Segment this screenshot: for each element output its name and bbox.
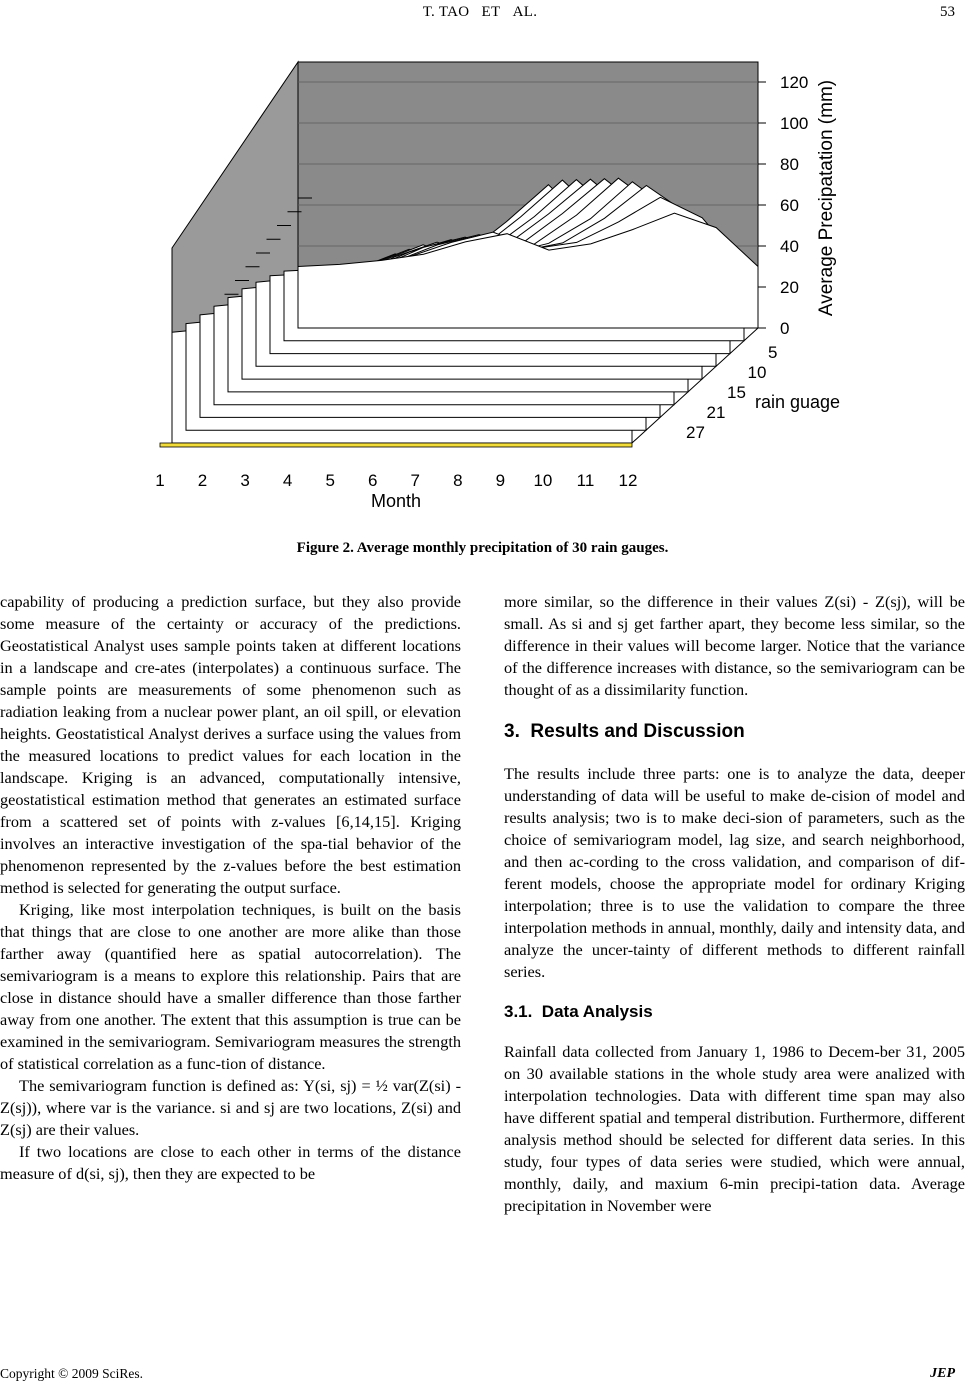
- paragraph: capability of producing a prediction surface, but they also provide some measure of the certainty or accuracy of the predictions. Geostatistical Analyst uses sample points taken at different locations in a landscape and cre-ates (interpolates) a continuous surface. The sample points are measurements of some phenomenon such as radiation leaking from a nuclear power plant, an oil spill, or elevation heights. Geostatistical Analyst derives a surface using the values from the measured locations to predict values for each location in the landscape. Kriging is an advanced, computationally intensive, geostatistical estimation method that generates an estimated surface from a scattered set of points with z-values [6,14,15]. Kriging involves an interactive investigation of the spa-tial behavior of the phenomenon represented by the z-values before the best estimation method is selected for generating the output surface.: [0, 592, 461, 897]
- paragraph: If two locations are close to each other in terms of the distance measure of d(si, sj), then they are expected to be: [0, 1142, 461, 1183]
- z-axis-title: Average Precipatation (mm): [816, 79, 837, 317]
- z-tick-label: 80: [780, 155, 799, 174]
- month-tick-label: 7: [410, 471, 421, 490]
- month-tick-labels: [155, 471, 637, 490]
- paragraph: Kriging, like most interpolation techniques, is built on the basis that things that are close to one another are more alike than those farther away (quantified here as spatial autocorrelation). The semivariogram is a means to explore this relationship. Pairs that are close in distance should have a smaller difference than those farther away from one another. The extent that this assumption is true can be examined in the semivariogram. Semivariogram measures the strength of statistical correlation as a func-tion of distance.: [0, 900, 461, 1073]
- month-tick-label: 12: [618, 471, 638, 490]
- month-tick-label: 9: [495, 471, 506, 490]
- month-tick-label: 6: [367, 471, 378, 490]
- left-column: [0, 591, 461, 1185]
- month-tick-label: 1: [155, 471, 165, 490]
- gauge-tick-label: 5: [768, 343, 778, 362]
- gauge-tick-label: 27: [686, 423, 705, 442]
- paragraph: The semivariogram function is defined as: Y(si, sj) = ½ var(Z(si) - Z(sj)), where var is the variance. si and sj are two locations, Z(si) and Z(sj) are their values.: [0, 1076, 461, 1139]
- month-tick-label: 8: [453, 471, 463, 490]
- right-column: [504, 591, 965, 1217]
- z-tick-label: 40: [780, 237, 799, 256]
- gauge-tick-label: 10: [747, 363, 767, 382]
- z-tick-label: 60: [780, 196, 799, 215]
- z-tick-label: 0: [780, 319, 790, 338]
- figure-caption: Figure 2. Average monthly precipitation of 30 rain gauges.: [296, 540, 669, 556]
- x-axis-title: Month: [370, 491, 422, 511]
- figure-precipitation-3d: [140, 40, 860, 530]
- chart-svg: [140, 40, 860, 530]
- journal-abbrev: JEP: [930, 1366, 955, 1381]
- month-tick-label: 10: [533, 471, 553, 490]
- paragraph: more similar, so the difference in their values Z(si) - Z(sj), will be small. As si and sj get farther apart, they become less similar, so the difference in their values will become larger. Notice that the variance of the difference increases with distance, so the semivariogram can be thought of as a dissimilarity function.: [504, 592, 965, 699]
- section-heading: 3. Results and Discussion: [504, 721, 745, 742]
- month-tick-label: 4: [282, 471, 293, 490]
- precip-tick-labels: [758, 73, 808, 338]
- month-tick-label: 5: [325, 471, 335, 490]
- z-tick-label: 20: [780, 278, 799, 297]
- paragraph: Rainfall data collected from January 1, 1986 to Decem-ber 31, 2005 on 30 available stations in the whole study area were analized with interpolation technologies. Data with different time span may also have different spatial and temperal distribution. Furthermore, different analysis method should be selected for different data series. In this study, four types of data series were studied, which were annual, monthly, daily, and maxium 6-min precipi-tation data. Average precipitation in November were: [504, 1042, 965, 1215]
- gauge-tick-label: 15: [727, 383, 746, 402]
- subsection-heading: 3.1. Data Analysis: [504, 1002, 653, 1021]
- paragraph: The results include three parts: one is to analyze the data, deeper understanding of data will be useful to make de-cision of model and results analysis; two is to make deci-sion of parameters, such as the choice of semivariogram model, lag size, and search neighborhood, and then ac-cording to the cross validation, and comparison of dif-ferent models, choose the appropriate model for ordinary Kriging interpolation; three is to use the validation to compare the three interpolation methods in annual, monthly, daily and intensity data, and analyze the uncer-tainty of different methods to different rainfall series.: [504, 764, 965, 981]
- front-base-strip: [160, 443, 632, 447]
- front-baseline: [160, 443, 632, 447]
- depth-axis-title: rain guage: [755, 392, 841, 412]
- gauge-tick-label: 21: [706, 403, 726, 422]
- running-header-author: T. TAO ET AL.: [422, 4, 538, 20]
- page-number: 53: [940, 4, 955, 20]
- copyright-notice: Copyright © 2009 SciRes.: [0, 1366, 144, 1381]
- month-tick-label: 11: [576, 471, 595, 490]
- month-tick-label: 3: [240, 471, 250, 490]
- z-tick-label: 100: [780, 114, 809, 133]
- z-tick-label: 120: [780, 73, 809, 92]
- month-tick-label: 2: [197, 471, 208, 490]
